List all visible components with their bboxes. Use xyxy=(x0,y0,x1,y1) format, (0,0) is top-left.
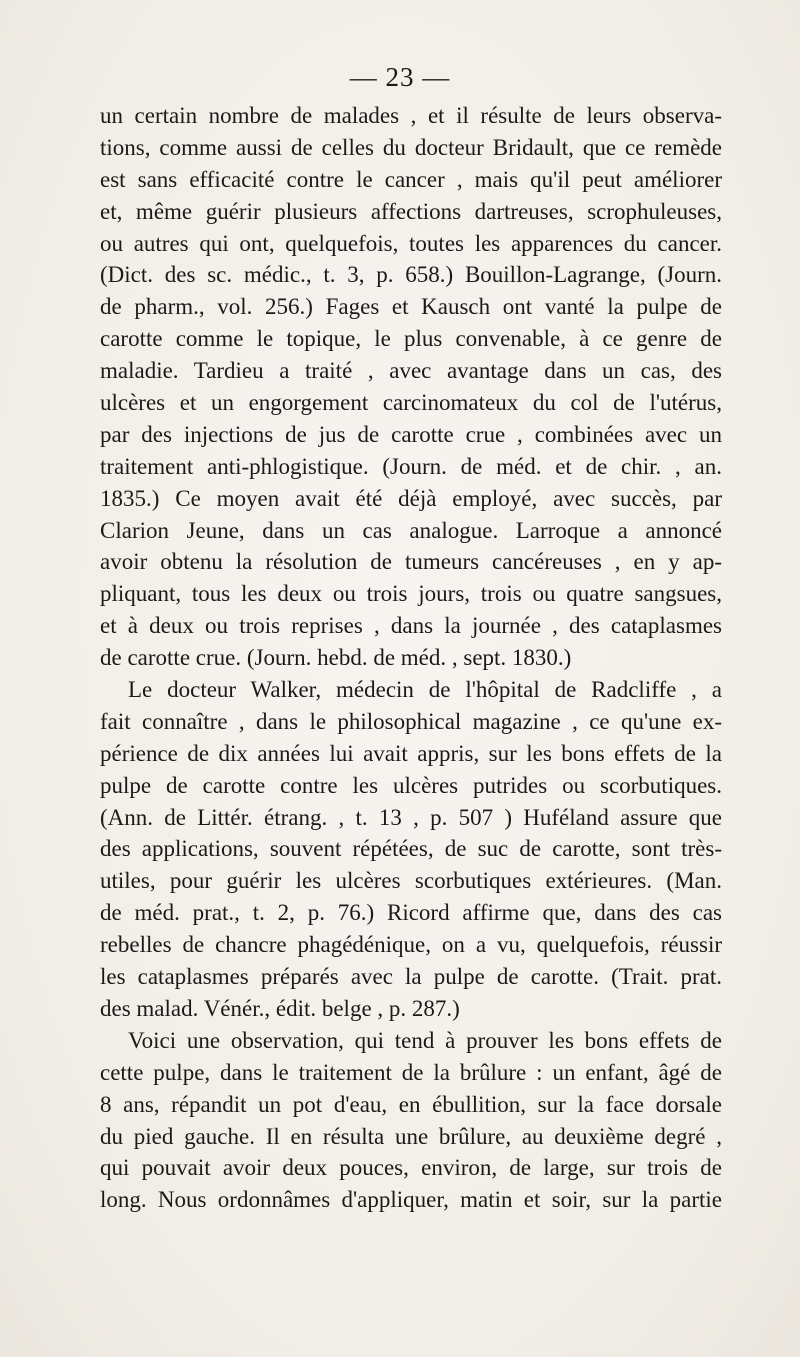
text-line: Voici une observation, qui tend à prouver les bons effets de xyxy=(128,1027,722,1053)
text-line: de pharm., vol. 256.) Fages et Kausch ont vanté la pulpe de xyxy=(100,294,722,320)
text-line: long. Nous ordonnâmes d'appliquer, matin et soir, sur la partie xyxy=(100,1187,722,1213)
text-line: des malad. Vénér., édit. belge , p. 287.) xyxy=(100,995,460,1021)
text-line: de méd. prat., t. 2, p. 76.) Ricord affirme que, dans des cas xyxy=(100,900,722,926)
text-line: des applications, souvent répétées, de suc de carotte, sont très- xyxy=(100,836,722,862)
text-line: ulcères et un engorgement carcinomateux du col de l'utérus, xyxy=(100,390,722,416)
text-line: traitement anti-phlogistique. (Journ. de méd. et de chir. , an. xyxy=(100,453,722,479)
text-line: est sans efficacité contre le cancer , mais qu'il peut améliorer xyxy=(100,166,722,192)
text-line: 8 ans, répandit un pot d'eau, en ébullition, sur la face dorsale xyxy=(100,1091,722,1117)
text-line: 1835.) Ce moyen avait été déjà employé, avec succès, par xyxy=(100,485,722,511)
text-line: du pied gauche. Il en résulta une brûlure, au deuxième degré , xyxy=(100,1123,722,1149)
text-line: (Ann. de Littér. étrang. , t. 13 , p. 507 ) Huféland assure que xyxy=(100,804,722,830)
text-line: les cataplasmes préparés avec la pulpe de carotte. (Trait. prat. xyxy=(100,964,722,990)
text-line: Le docteur Walker, médecin de l'hôpital de Radcliffe , a xyxy=(128,677,722,703)
text-line: tions, comme aussi de celles du docteur Bridault, que ce remède xyxy=(100,134,722,160)
text-line: avoir obtenu la résolution de tumeurs cancéreuses , en y ap- xyxy=(100,549,722,575)
text-line: par des injections de jus de carotte crue , combinées avec un xyxy=(100,421,722,447)
text-line: et, même guérir plusieurs affections dartreuses, scrophuleuses, xyxy=(100,198,722,224)
text-line: pulpe de carotte contre les ulcères putrides ou scorbutiques. xyxy=(100,772,722,798)
text-line: carotte comme le topique, le plus convenable, à ce genre de xyxy=(100,326,722,352)
text-line: pliquant, tous les deux ou trois jours, trois ou quatre sangsues, xyxy=(100,581,722,607)
text-line: maladie. Tardieu a traité , avec avantage dans un cas, des xyxy=(100,358,722,384)
page-number: — 23 — xyxy=(349,62,451,92)
text-line: un certain nombre de malades , et il résulte de leurs observa- xyxy=(100,103,722,128)
text-line: utiles, pour guérir les ulcères scorbutiques extérieures. (Man. xyxy=(100,868,722,894)
text-line: cette pulpe, dans le traitement de la brûlure : un enfant, âgé de xyxy=(100,1059,722,1085)
text-line: (Dict. des sc. médic., t. 3, p. 658.) Bouillon-Lagrange, (Journ. xyxy=(100,262,722,288)
text-line: fait connaître , dans le philosophical magazine , ce qu'une ex- xyxy=(100,708,722,734)
text-line: de carotte crue. (Journ. hebd. de méd. , sept. 1830.) xyxy=(100,645,572,671)
text-line: périence de dix années lui avait appris, sur les bons effets de la xyxy=(100,740,722,766)
page-body xyxy=(100,100,722,1216)
text-line: Clarion Jeune, dans un cas analogue. Larroque a annoncé xyxy=(100,517,722,543)
text-line: ou autres qui ont, quelquefois, toutes les apparences du cancer. xyxy=(100,230,722,256)
text-line: rebelles de chancre phagédénique, on a vu, quelquefois, réussir xyxy=(100,932,722,958)
text-line: qui pouvait avoir deux pouces, environ, de large, sur trois de xyxy=(100,1155,722,1181)
text-line: et à deux ou trois reprises , dans la journée , des cataplasmes xyxy=(100,613,722,639)
